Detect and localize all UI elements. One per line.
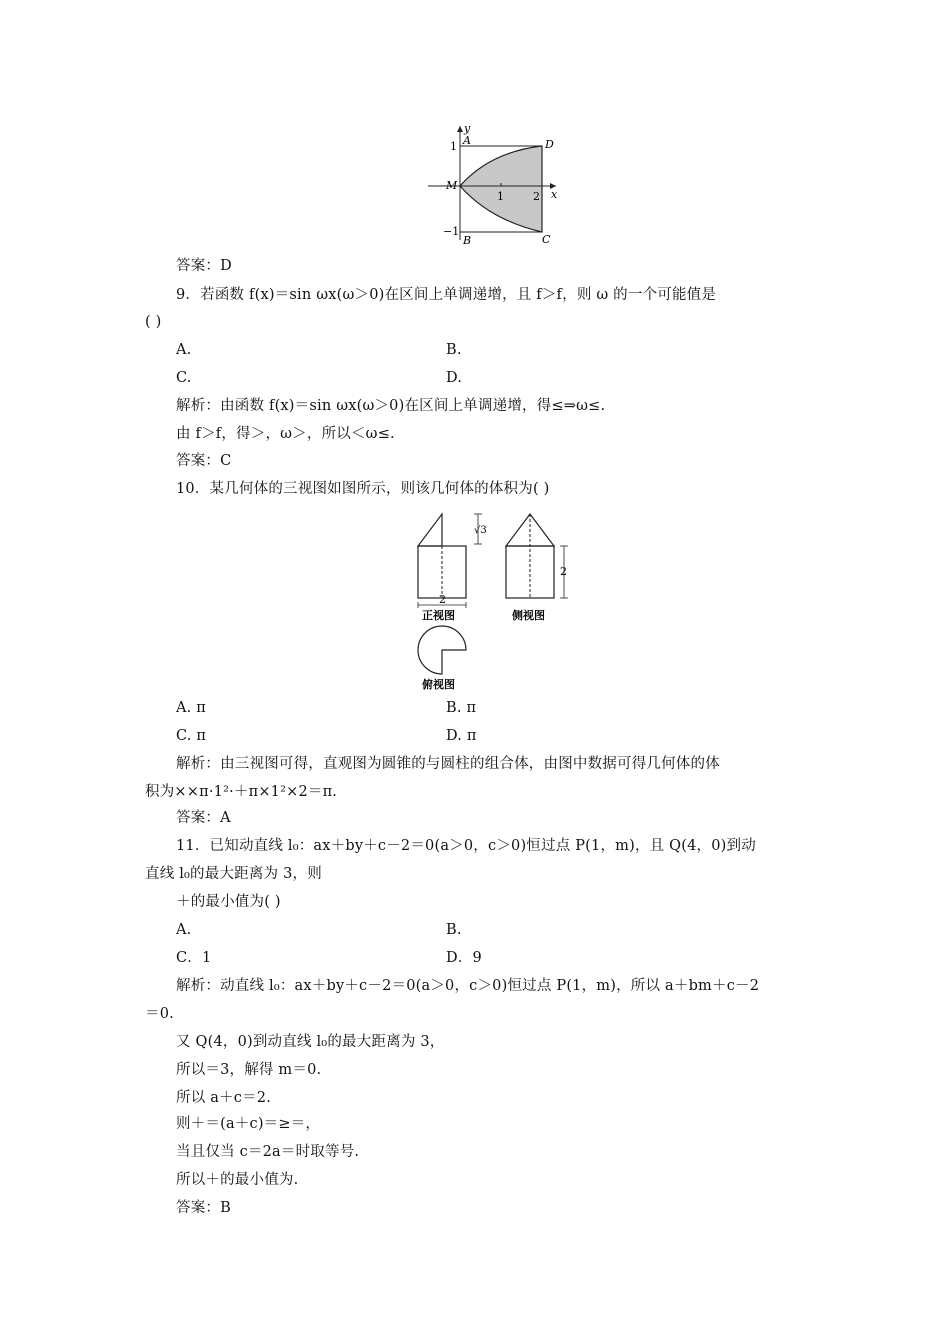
q11-option-b: B. bbox=[446, 922, 462, 938]
answer-q10: 答案：A bbox=[176, 810, 231, 826]
point-A-label: A bbox=[463, 134, 471, 147]
q11-solution-line4: 所以＝3，解得 m＝0. bbox=[176, 1062, 322, 1078]
x-axis-label: x bbox=[551, 188, 558, 201]
q11-solution-line6: 则＋＝(a＋c)＝≥＝， bbox=[176, 1116, 321, 1132]
q9-solution-line1: 解析：由函数 f(x)＝sin ωx(ω＞0)在区间上单调递增，得≤⇒ω≤. bbox=[176, 398, 606, 414]
q10-option-d: D. π bbox=[446, 728, 477, 744]
q10-solution-line2: 积为××π·1²·＋π×1²×2＝π. bbox=[145, 784, 338, 800]
q11-stem-line3: ＋的最小值为( ) bbox=[176, 894, 281, 910]
parabola-region-figure bbox=[418, 122, 558, 252]
tick-2-label: 2 bbox=[533, 190, 540, 203]
q9-stem-line1: 9．若函数 f(x)＝sin ωx(ω＞0)在区间上单调递增，且 f＞f，则 ω 的一个可能值是 bbox=[176, 287, 717, 303]
dim-sqrt3-label: √3 bbox=[474, 525, 487, 536]
tick-y1-label: 1 bbox=[450, 140, 457, 153]
q9-option-d: D. bbox=[446, 370, 463, 386]
q10-option-a: A. π bbox=[176, 700, 207, 716]
q11-solution-line8: 所以＋的最小值为. bbox=[176, 1172, 299, 1188]
top-view-caption: 俯视图 bbox=[422, 678, 455, 691]
q10-option-c: C. π bbox=[176, 728, 207, 744]
q9-option-b: B. bbox=[446, 342, 462, 358]
q11-option-c: C．1 bbox=[176, 950, 212, 966]
front-view-caption: 正视图 bbox=[422, 609, 455, 622]
q11-solution-line2: ＝0. bbox=[145, 1006, 174, 1022]
q11-solution-line3: 又 Q(4，0)到动直线 l₀的最大距离为 3， bbox=[176, 1034, 445, 1050]
q11-stem-line1: 11．已知动直线 l₀：ax＋by＋c－2＝0(a＞0，c＞0)恒过点 P(1，m)，且 Q(4，0)到动 bbox=[176, 838, 756, 854]
dim-2-side-label: 2 bbox=[560, 565, 567, 578]
q11-option-d: D．9 bbox=[446, 950, 482, 966]
q9-option-c: C. bbox=[176, 370, 192, 386]
q11-stem-line2: 直线 l₀的最大距离为 3，则 bbox=[145, 866, 322, 882]
three-view-figure bbox=[408, 504, 608, 694]
point-B-label: B bbox=[463, 234, 472, 247]
answer-q9: 答案：C bbox=[176, 453, 232, 469]
answer-q11: 答案：B bbox=[176, 1200, 231, 1216]
point-M-label: M bbox=[446, 179, 458, 192]
q11-option-a: A. bbox=[176, 922, 192, 938]
q11-solution-line1: 解析：动直线 l₀：ax＋by＋c－2＝0(a＞0，c＞0)恒过点 P(1，m)，所以 a＋bm＋c－2 bbox=[176, 978, 760, 994]
shaded-region bbox=[460, 146, 542, 232]
answer-q8: 答案：D bbox=[176, 258, 232, 274]
dim-2-bottom-label: 2 bbox=[439, 593, 446, 606]
q10-option-b: B. π bbox=[446, 700, 477, 716]
q9-stem-line2: ( ) bbox=[145, 314, 162, 330]
side-view bbox=[506, 514, 568, 622]
top-view bbox=[418, 626, 466, 691]
q9-solution-line2: 由 f＞f，得＞，ω＞，所以＜ω≤. bbox=[176, 426, 395, 442]
point-C-label: C bbox=[542, 233, 551, 246]
tick-1-label: 1 bbox=[497, 190, 504, 203]
q11-solution-line5: 所以 a＋c＝2. bbox=[176, 1090, 272, 1106]
q10-solution-line1: 解析：由三视图可得，直观图为圆锥的与圆柱的组合体，由图中数据可得几何体的体 bbox=[176, 756, 720, 772]
y-axis-arrow-icon bbox=[457, 126, 463, 132]
point-D-label: D bbox=[545, 138, 554, 151]
y-axis-label: y bbox=[464, 122, 471, 135]
q11-solution-line7: 当且仅当 c＝2a＝时取等号. bbox=[176, 1144, 360, 1160]
front-view bbox=[418, 514, 487, 622]
tick-neg1-label: −1 bbox=[443, 225, 460, 238]
q9-option-a: A. bbox=[176, 342, 192, 358]
side-view-caption: 侧视图 bbox=[512, 609, 545, 622]
q10-stem: 10．某几何体的三视图如图所示，则该几何体的体积为( ) bbox=[176, 481, 550, 497]
